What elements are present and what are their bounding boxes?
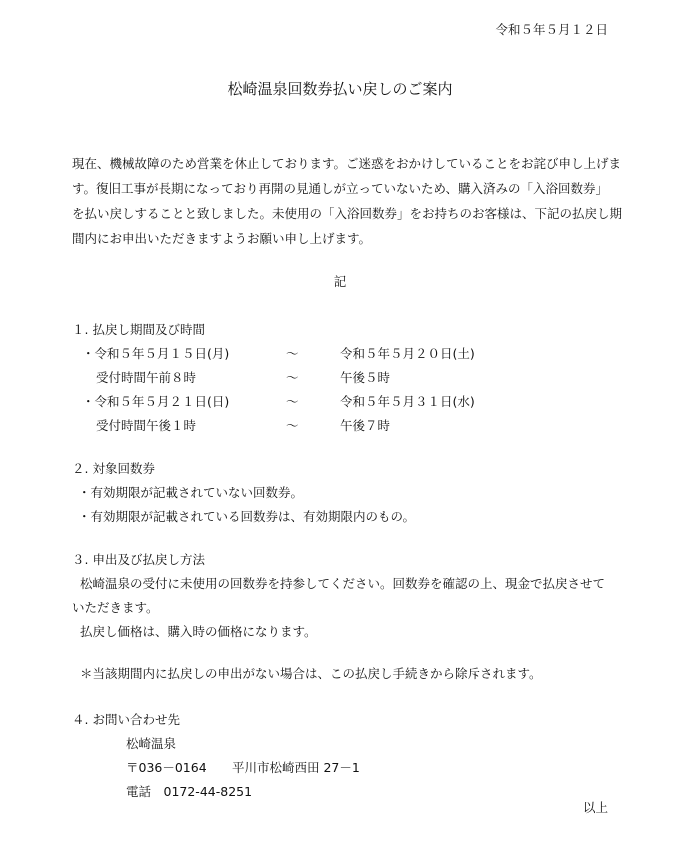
contact-phone: 電話 0172-44-8251 [126,784,253,799]
intro-line-3: を払い戻しすることと致しました。未使用の「入浴回数券」をお持ちのお客様は、下記の払戻し期 [72,206,623,221]
section-1-heading: １. 払戻し期間及び時間 [72,322,205,337]
intro-line-1: 現在、機械故障のため営業を休止しております。ご迷惑をおかけしていることをお詫び申し上げま [72,156,622,171]
period-2-hours-tilde: ～ [286,418,299,433]
intro-line-2: す。復旧工事が長期になっており再開の見通しが立っていないため、購入済みの「入浴回数券」 [72,181,609,196]
period-2-hours-start: 受付時間午後１時 [96,418,197,433]
period-2-tilde: ～ [286,394,299,409]
period-1-end: 令和５年５月２０日(土) [340,346,475,361]
page-title: 松崎温泉回数券払い戻しのご案内 [227,80,453,98]
contact-name: 松崎温泉 [126,736,177,751]
closing-ijou: 以上 [582,800,608,815]
period-2-end: 令和５年５月３１日(水) [340,394,475,409]
period-1-tilde: ～ [286,346,299,361]
period-1-start: ・令和５年５月１５日(月) [82,346,230,361]
period-2-hours-end: 午後７時 [340,418,391,433]
target-item-2: ・有効期限が記載されている回数券は、有効期限内のもの。 [78,509,416,524]
notice-date: 令和５年５月１２日 [495,22,608,37]
section-2-heading: ２. 対象回数券 [72,461,155,476]
period-1-hours-end: 午後５時 [340,370,391,385]
period-1-hours-start: 受付時間午前８時 [96,370,197,385]
target-item-1: ・有効期限が記載されていない回数券。 [78,485,304,500]
section-4-heading: ４. お問い合わせ先 [72,712,180,727]
contact-postal-code: 〒036－0164 [126,760,207,775]
contact-address: 平川市松崎西田 27－1 [232,760,360,775]
section-3-heading: ３. 申出及び払戻し方法 [72,552,205,567]
period-1-hours-tilde: ～ [286,370,299,385]
ki-mark: 記 [333,274,347,289]
intro-line-4: 間内にお申出いただきますようお願い申し上げます。 [72,231,372,246]
method-line-1: 松崎温泉の受付に未使用の回数券を持参してください。回数券を確認の上、現金で払戻させて [80,576,606,591]
exclusion-note: ＊当該期間内に払戻しの申出がない場合は、この払戻し手続きから除斥されます。 [80,666,542,681]
method-line-2: いただきます。 [72,600,159,615]
period-2-start: ・令和５年５月２１日(日) [82,394,230,409]
method-line-3: 払戻し価格は、購入時の価格になります。 [80,624,317,639]
